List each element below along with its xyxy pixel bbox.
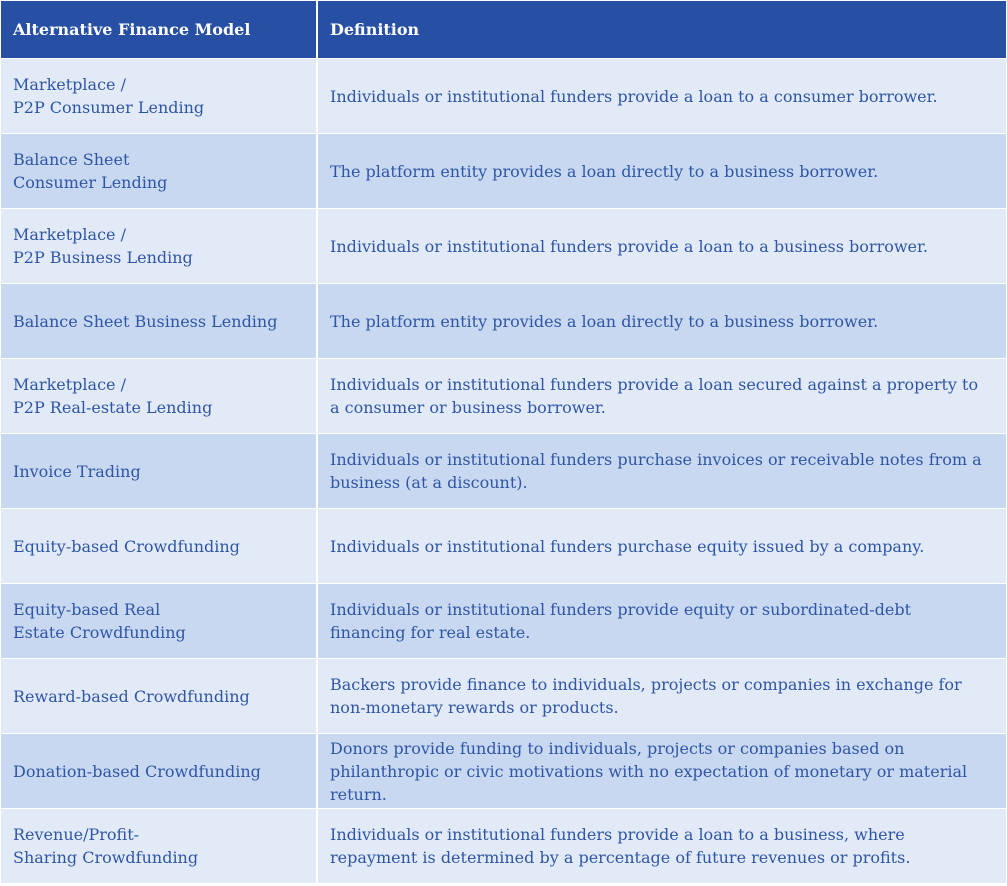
model-cell	[1, 509, 316, 583]
definition-text: Individuals or institutional funders provide a loan to a business, where repayment is determined by a percentage of future revenues or profits.	[330, 825, 911, 867]
definition-text: The platform entity provides a loan directly to a business borrower.	[330, 311, 879, 331]
model-name: Equity-based Crowdfunding	[13, 536, 240, 556]
definition-cell	[318, 809, 1006, 883]
definition-text: The platform entity provides a loan directly to a business borrower.	[330, 161, 879, 181]
model-name: Revenue/Profit- Sharing Crowdfunding	[13, 825, 199, 867]
model-name: Invoice Trading	[13, 461, 141, 481]
definition-text: Individuals or institutional funders purchase invoices or receivable notes from a business (at a discount).	[330, 450, 982, 492]
model-cell	[1, 284, 316, 358]
definition-text: Individuals or institutional funders provide a loan to a consumer borrower.	[330, 86, 938, 106]
definition-text: Backers provide finance to individuals, projects or companies in exchange for non-monetary rewards or products.	[330, 675, 962, 717]
model-name: Donation-based Crowdfunding	[13, 761, 261, 781]
model-name: Reward-based Crowdfunding	[13, 686, 250, 706]
definition-text: Individuals or institutional funders provide equity or subordinated-debt financing for real estate.	[330, 600, 912, 642]
definition-cell	[318, 434, 1006, 508]
model-cell	[1, 59, 316, 133]
model-name: Equity-based Real Estate Crowdfunding	[13, 600, 186, 642]
header-model-label: Alternative Finance Model	[13, 20, 251, 39]
definition-cell	[318, 659, 1006, 733]
model-cell	[1, 134, 316, 208]
definition-cell	[318, 734, 1006, 808]
header-model	[1, 1, 316, 58]
model-name: Balance Sheet Consumer Lending	[13, 150, 168, 192]
definition-cell	[318, 59, 1006, 133]
definition-cell	[318, 134, 1006, 208]
definition-cell	[318, 509, 1006, 583]
model-cell	[1, 209, 316, 283]
model-cell	[1, 359, 316, 433]
model-name: Marketplace / P2P Business Lending	[13, 225, 193, 267]
model-name: Marketplace / P2P Real-estate Lending	[13, 375, 213, 417]
model-name: Marketplace / P2P Consumer Lending	[13, 75, 205, 117]
model-cell	[1, 809, 316, 883]
model-name: Balance Sheet Business Lending	[13, 311, 278, 331]
model-cell	[1, 734, 316, 808]
definition-cell	[318, 359, 1006, 433]
definition-cell	[318, 584, 1006, 658]
alternative-finance-table	[1, 1, 1006, 884]
definition-text: Individuals or institutional funders provide a loan to a business borrower.	[330, 236, 928, 256]
definition-text: Donors provide funding to individuals, projects or companies based on philanthropic or civic motivations with no expectation of monetary or material return.	[330, 738, 968, 804]
model-cell	[1, 659, 316, 733]
definition-text: Individuals or institutional funders purchase equity issued by a company.	[330, 536, 925, 556]
definition-cell	[318, 284, 1006, 358]
header-definition-label: Definition	[330, 20, 420, 39]
definition-text: Individuals or institutional funders provide a loan secured against a property to a consumer or business borrower.	[330, 375, 979, 417]
header-definition	[318, 1, 1006, 58]
model-cell	[1, 434, 316, 508]
definition-cell	[318, 209, 1006, 283]
model-cell	[1, 584, 316, 658]
